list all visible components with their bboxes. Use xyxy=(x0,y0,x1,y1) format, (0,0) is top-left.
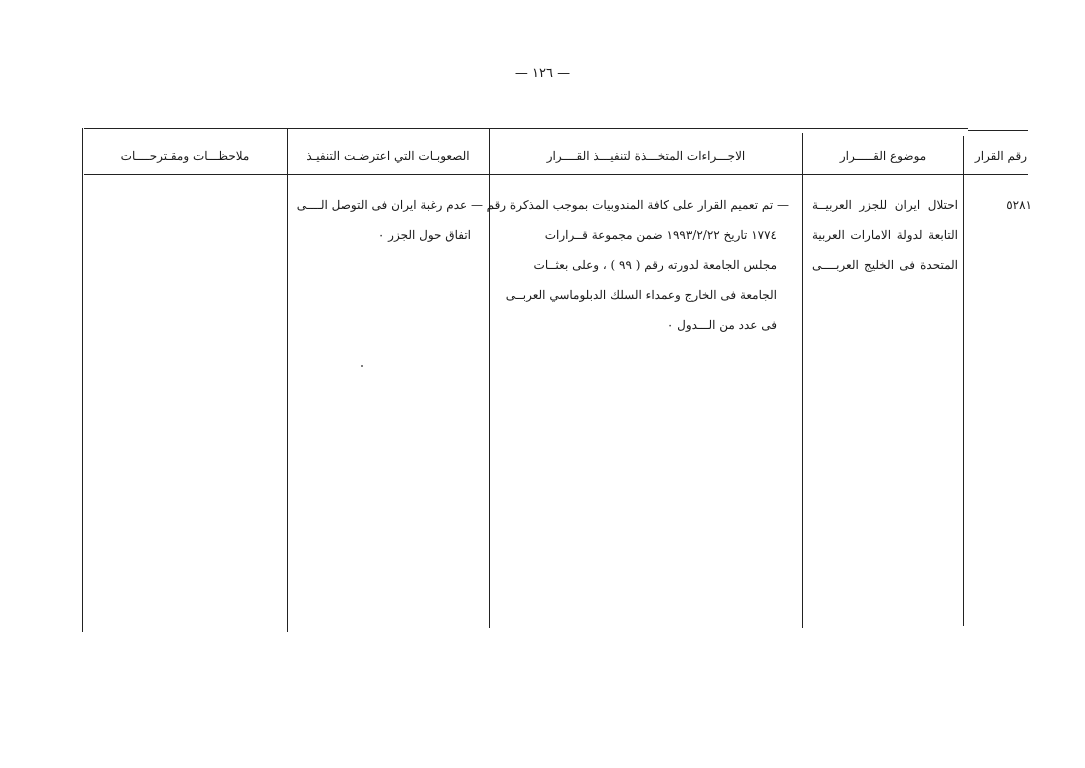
header-decision-number: رقم القرار xyxy=(974,149,1028,163)
header-bottom-border xyxy=(84,174,1028,175)
table-top-border-right xyxy=(968,130,1028,131)
measures-line: فى عدد من الـــدول ٠ xyxy=(666,318,777,332)
decision-number: ٥٢٨١ xyxy=(1006,198,1032,212)
subject-line: المتحدة فى الخليج العربــــى xyxy=(812,258,958,272)
measures-line: — تم تعميم القرار على كافة المندوبيات بموجب المذكرة رقم xyxy=(486,198,789,212)
subject-line: التابعة لدولة الامارات العربية xyxy=(812,228,958,242)
header-notes: ملاحظـــات ومقـترحــــات xyxy=(120,149,250,163)
table-top-border xyxy=(84,128,968,129)
column-divider xyxy=(963,136,964,626)
header-difficulties: الصعوبـات التي اعترضـت التنفيـذ xyxy=(306,149,470,163)
column-divider xyxy=(287,128,288,632)
header-decision-subject: موضوع القـــــرار xyxy=(839,149,927,163)
page-number: — ١٢٦ — xyxy=(514,66,571,81)
subject-line: احتلال ايران للجزر العربيــة xyxy=(812,198,958,212)
cell-decision-number xyxy=(972,190,1032,220)
difficulties-line: اتفاق حول الجزر ٠ xyxy=(377,228,471,242)
cell-difficulties xyxy=(295,190,483,250)
measures-line: مجلس الجامعة لدورته رقم ( ٩٩ ) ، وعلى بعثــات xyxy=(533,258,777,272)
column-divider xyxy=(82,128,83,632)
measures-line: الجامعة فى الخارج وعمداء السلك الدبلوماسي العربــى xyxy=(505,288,777,302)
header-measures-taken: الاجـــراءات المتخـــذة لتنفيـــذ القــــرار xyxy=(546,149,746,163)
difficulties-line: — عدم رغبة ايران فى التوصل الــــى xyxy=(296,198,483,212)
scan-speck xyxy=(361,365,363,367)
measures-line: ١٧٧٤ تاريخ ١٩٩٣/٢/٢٢ ضمن مجموعة قــرارات xyxy=(544,228,777,242)
cell-measures-taken xyxy=(486,190,789,340)
cell-decision-subject xyxy=(812,190,958,280)
column-divider xyxy=(802,133,803,628)
